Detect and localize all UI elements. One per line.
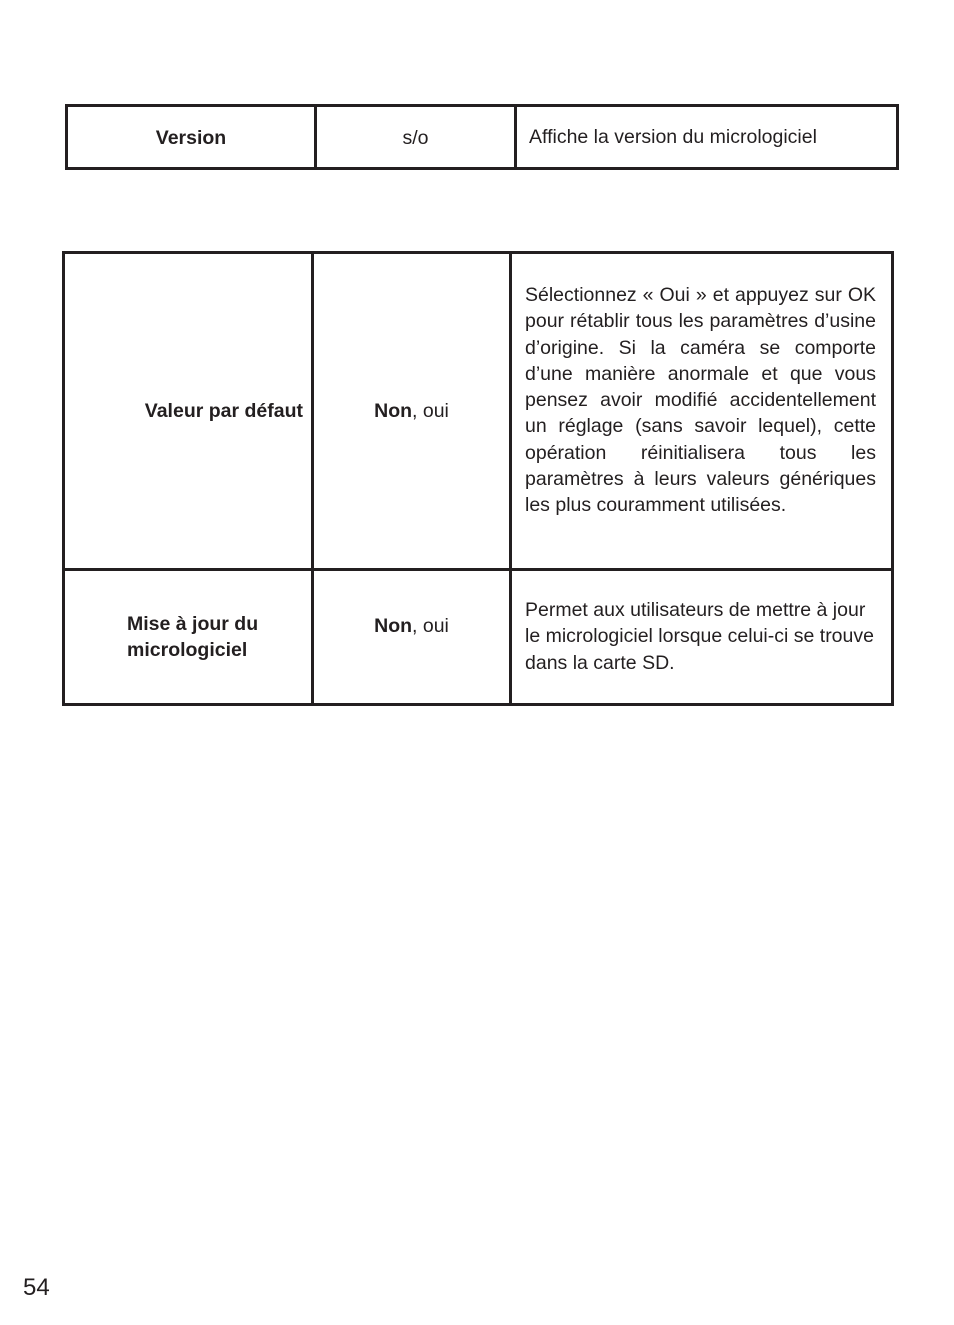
other-option: , oui — [412, 399, 449, 422]
setting-name — [64, 570, 313, 705]
setting-name: Valeur par défaut — [64, 253, 313, 570]
table-row — [64, 253, 893, 570]
firmware-version-table — [65, 104, 899, 170]
table-row — [64, 570, 893, 705]
setting-value — [313, 570, 511, 705]
table-row — [67, 106, 898, 169]
page-number: 54 — [23, 1274, 50, 1301]
settings-table — [62, 251, 894, 706]
default-option: Non — [374, 615, 413, 637]
setting-description: Permet aux utilisateurs de mettre à jour le micrologiciel lorsque celui-ci se trouve dans la carte SD. — [511, 570, 893, 705]
setting-value: s/o — [316, 106, 516, 169]
other-option: , oui — [412, 615, 449, 637]
default-option: Non — [374, 399, 413, 422]
setting-description: Affiche la version du micrologiciel — [516, 106, 898, 169]
setting-name-line: Mise à jour du — [127, 612, 259, 635]
setting-description: Sélectionnez « Oui » et appuyez sur OK pour rétablir tous les paramètres d’usine d’origine. Si la caméra se comporte d’une manière anormale et que vous pensez avoir modifié accidentellement un réglage (sans savoir lequel), cette opération réinitialisera tous les paramètres à leurs valeurs génériques les plus couramment utilisées. — [511, 253, 893, 570]
setting-value — [313, 253, 511, 570]
setting-name: Version — [67, 106, 316, 169]
setting-name-line: micrologiciel — [127, 639, 248, 661]
